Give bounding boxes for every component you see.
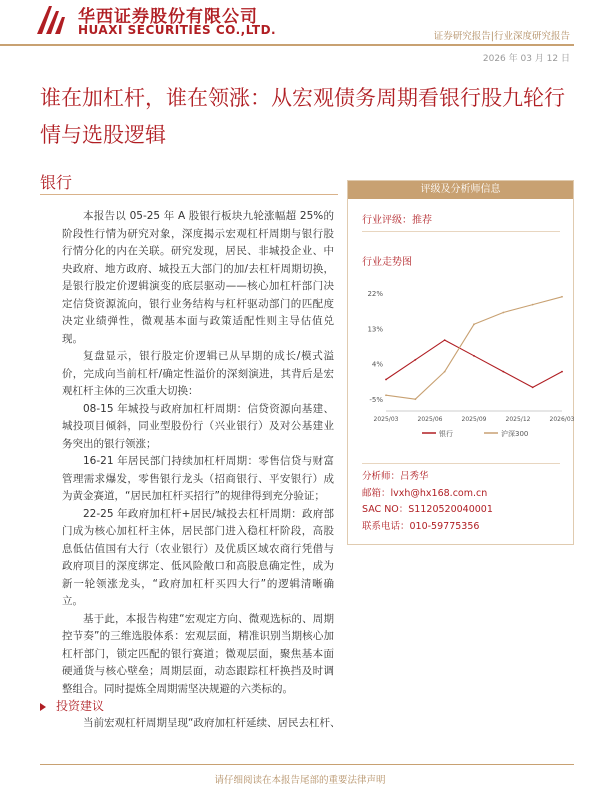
data-point bbox=[532, 386, 534, 388]
y-tick-label: 4% bbox=[371, 360, 383, 369]
recommendation-text: 当前宏观杠杆周期呈现“政府加杠杆延续、居民去杠杆、 bbox=[83, 717, 341, 729]
data-point bbox=[414, 359, 416, 361]
summary-paragraph: 16-21 年居民部门持续加杠杆周期：零售信贷与财富管理需求爆发，零售银行龙头（招商银行、平安银行）成为黄金赛道，“居民加杠杆买招行”的规律得到充分验证； bbox=[62, 455, 334, 502]
data-point bbox=[414, 398, 416, 400]
header-divider bbox=[0, 44, 574, 46]
data-point bbox=[561, 371, 563, 373]
trend-chart-title: 行业走势图 bbox=[362, 257, 412, 268]
sidebar-divider bbox=[362, 231, 560, 232]
report-header bbox=[0, 0, 600, 50]
sector-label: 银行 bbox=[40, 173, 73, 192]
data-point bbox=[473, 323, 475, 325]
analyst-phone: 联系电话：010-59775356 bbox=[362, 520, 480, 532]
recommendation-heading bbox=[40, 697, 104, 714]
summary-body bbox=[62, 208, 334, 698]
report-date: 2026 年 03 月 12 日 bbox=[482, 54, 570, 64]
industry-trend-chart bbox=[362, 271, 575, 446]
data-point bbox=[502, 312, 504, 314]
data-point bbox=[385, 379, 387, 381]
sidebar-divider bbox=[362, 463, 560, 464]
analyst-name: 分析师：吕秀华 bbox=[362, 471, 429, 482]
data-point bbox=[444, 371, 446, 373]
analyst-sidebar bbox=[347, 180, 574, 545]
sector-divider bbox=[40, 194, 338, 195]
analyst-email: 邮箱：lvxh@hx168.com.cn bbox=[362, 487, 488, 499]
data-point bbox=[502, 371, 504, 373]
data-point bbox=[561, 296, 563, 298]
y-tick-label: -5% bbox=[369, 396, 383, 405]
summary-paragraph: 本报告以 05-25 年 A 股银行板块九轮涨幅超 25%的阶段性行情为研究对象，深度揭示宏观杠杆周期与银行股行情分化的内在关联。研究发现，居民、非城投企业、中央政府、地方政府、城投五大部门的加/去杠杆周期切换，是银行股定价逻辑演变的底层驱动——核心加杠杆部门决定信贷资源流向，银行业务结构与杠杆驱动部门的匹配度决定业绩弹性，微观基本面与政策适配性则主导估值兑现。 bbox=[62, 210, 334, 345]
industry-rating: 行业评级：推荐 bbox=[362, 215, 432, 226]
company-name-cn: 华西证券股份有限公司 bbox=[78, 7, 258, 27]
legal-notice: 请仔细阅读在本报告尾部的重要法律声明 bbox=[214, 775, 386, 786]
data-point bbox=[444, 339, 446, 341]
summary-paragraph: 基于此，本报告构建“宏观定方向、微观选标的、周期控节奏”的三维选股体系：宏观层面，精准识别当期核心加杠杆部门，锁定匹配的银行赛道；微观层面，聚焦基本面硬通货与核心壁垒；周期层面，动态跟踪杠杆换挡及时调整组合。同时提炼全周期需坚决规避的六类标的。 bbox=[62, 612, 334, 695]
report-title: 谁在加杠杆，谁在领涨：从宏观债务周期看银行股九轮行情与选股逻辑 bbox=[40, 86, 565, 147]
triangle-bullet-icon bbox=[40, 703, 46, 711]
x-tick-label: 2025/03 bbox=[373, 416, 399, 423]
x-tick-label: 2025/12 bbox=[505, 416, 531, 423]
summary-paragraph: 复盘显示，银行股定价逻辑已从早期的成长/模式溢价，完成向当前杠杆/确定性溢价的深刻演进，其背后是宏观杠杆主体的三次重大切换： bbox=[62, 350, 334, 397]
summary-paragraph: 22-25 年政府加杠杆+居民/城投去杠杆周期：政府部门成为核心加杠杆主体，居民部门进入稳杠杆阶段，高股息低估值国有大行（农业银行）及优质区域农商行凭借与政府项目的深度绑定、低风险敞口和高股息确定性，成为新一轮领涨龙头，“政府加杠杆买四大行”的逻辑清晰确立。 bbox=[62, 507, 334, 607]
series-line bbox=[386, 340, 562, 387]
report-type: 证券研究报告|行业深度研究报告 bbox=[433, 31, 570, 42]
recommendation-heading-text: 投资建议 bbox=[56, 699, 105, 713]
legend-label: 沪深300 bbox=[501, 430, 529, 438]
company-name-en: HUAXI SECURITIES CO.,LTD. bbox=[78, 23, 277, 37]
series-line bbox=[386, 297, 562, 399]
y-tick-label: 22% bbox=[367, 289, 383, 298]
summary-paragraph: 08-15 年城投与政府加杠杆周期：信贷资源向基建、城投项目倾斜，同业型股份行（兴业银行）及对公基建业务突出的银行领涨； bbox=[62, 402, 334, 450]
y-tick-label: 13% bbox=[367, 325, 383, 334]
analyst-info bbox=[362, 469, 567, 535]
legend-label: 银行 bbox=[439, 430, 453, 438]
x-tick-label: 2026/03 bbox=[549, 416, 575, 423]
x-tick-label: 2025/06 bbox=[417, 416, 443, 423]
sidebar-header: 评级及分析师信息 bbox=[348, 181, 573, 199]
data-point bbox=[532, 304, 534, 306]
huaxi-logo-icon bbox=[34, 3, 68, 37]
footer-divider bbox=[40, 764, 574, 765]
data-point bbox=[473, 355, 475, 357]
x-tick-label: 2025/09 bbox=[461, 416, 487, 423]
data-point bbox=[385, 394, 387, 396]
analyst-sac: SAC NO：S1120520040001 bbox=[362, 504, 493, 515]
